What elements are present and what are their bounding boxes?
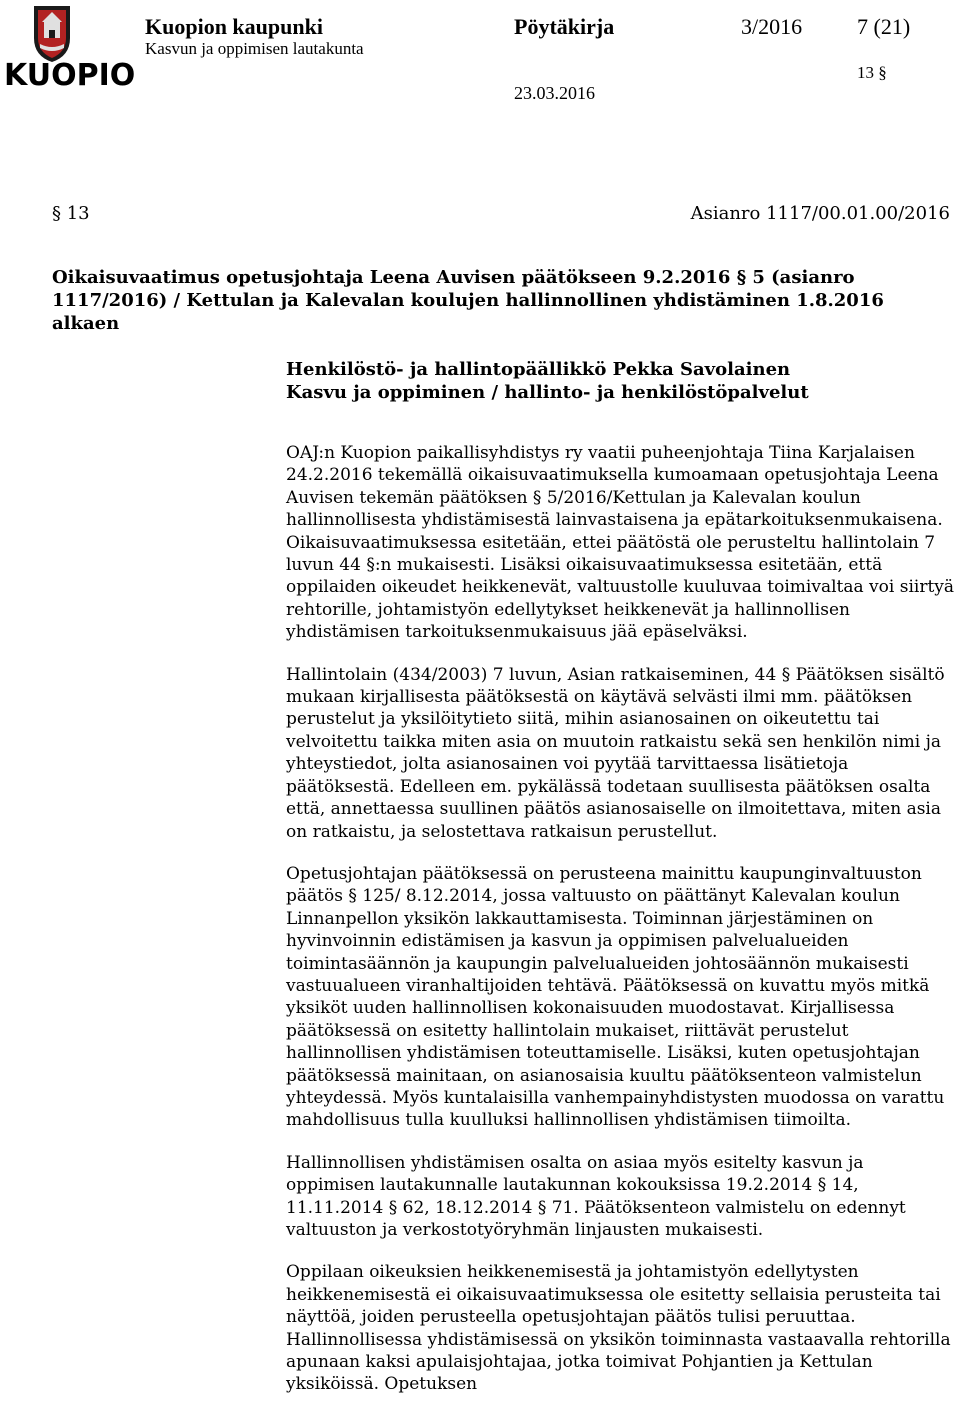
coat-of-arms-icon (4, 4, 100, 64)
presenter-unit: Kasvu ja oppiminen / hallinto- ja henkilöstöpalvelut (286, 382, 809, 403)
logo-wordmark: KUOPIO (4, 58, 136, 93)
board-name: Kasvun ja oppimisen lautakunta (145, 39, 364, 58)
paragraph: Hallintolain (434/2003) 7 luvun, Asian ratkaiseminen, 44 § Päätöksen sisältö mukaan kirjallisesta päätöksestä on käytävä selvästi ilmi mm. päätöksen perustelut ja yksilöitytieto siitä, mihin asianosainen on oikeutettu tai velvoitettu taikka miten asia on muutoin ratkaistu sekä sen henkilön nimi ja yhteystiedot, jolta asianosainen voi pyytää tarvittaessa lisätietoja päätöksestä. Edelleen em. pykälässä todetaan suullisesta päätöksen osalta että, annettaessa suullinen päätös asianosaiselle on ilmoitettava, miten asia on ratkaistu, ja selostettava ratkaisun perustellut. (286, 664, 945, 842)
paragraph: Oppilaan oikeuksien heikkenemisestä ja johtamistyön edellytysten heikkenemisestä ei oikaisuvaatimuksessa ole esitetty sellaisia perusteita tai näyttöä, joiden perusteella opetusjohtajan päätös tulisi peruuttaa. Hallinnollisessa yhdistämisessä on yksikön toiminnasta vastaavalla rehtorilla apunaan kaksi apulaisjohtajaa, jotka toimivat Pohjantien ja Kettulan yksiköissä. Opetuksen (286, 1262, 951, 1395)
document-number: 3/2016 (741, 14, 803, 39)
header-section-mark: 13 § (857, 63, 887, 82)
section-title: Oikaisuvaatimus opetusjohtaja Leena Auvisen päätökseen 9.2.2016 § 5 (asianro 1117/2016) / Kettulan ja Kalevalan koulujen hallinnollinen yhdistäminen 1.8.2016 alkaen (52, 267, 884, 334)
presenter-name: Henkilöstö- ja hallintopäällikkö Pekka Savolainen (286, 359, 791, 380)
organization-name: Kuopion kaupunki (145, 14, 323, 39)
page-number: 7 (21) (857, 14, 911, 39)
section-number: § 13 (52, 203, 90, 224)
paragraph: Hallinnollisen yhdistämisen osalta on asiaa myös esitelty kasvun ja oppimisen lautakunnalle lautakunnan kokouksissa 19.2.2014 § 14, 11.11.2014 § 62, 18.12.2014 § 71. Päätöksenteon valmistelu on edennyt valtuuston ja verkostotyöryhmän linjausten mukaisesti. (286, 1152, 906, 1240)
paragraph: OAJ:n Kuopion paikallisyhdistys ry vaatii puheenjohtaja Tiina Karjalaisen 24.2.2016 tekemällä oikaisuvaatimuksella kumoamaan opetusjohtaja Leena Auvisen tekemän päätöksen § 5/2016/Kettulan ja Kalevalan koulun hallinnollisesta yhdistämisestä lainvastaisena ja epätarkoituksenmukaisena. Oikaisuvaatimuksessa esitetään, ettei päätöstä ole perusteltu hallintolain 7 luvun 44 §:n mukaisesti. Lisäksi oikaisuvaatimuksessa esitetään, että oppilaiden oikeudet heikkenevät, valtuustolle kuuluvaa toimivaltaa voi siirtyä rehtorille, johtamistyön edellytykset heikkenevät ja hallinnollisen yhdistämisen tarkoituksenmukaisuus jää epäselväksi. (286, 443, 955, 643)
document-date: 23.03.2016 (514, 83, 595, 103)
case-number: Asianro 1117/00.01.00/2016 (690, 203, 950, 224)
body-text (286, 442, 954, 1416)
document-type: Pöytäkirja (514, 14, 615, 39)
paragraph: Opetusjohtajan päätöksessä on perusteena mainittu kaupunginvaltuuston päätös § 125/ 8.12.2014, jossa valtuusto on päättänyt Kalevalan koulun Linnanpellon yksikön lakkauttamisesta. Toiminnan järjestäminen on hyvinvoinnin edistämisen ja kasvun ja oppimisen palvelualueiden toimintasäännön ja kaupungin palvelualueiden johtosäännön mukaisesti vastuualueen viranhaltijoiden tehtävä. Päätöksessä on kuvattu myös mitkä yksiköt uuden hallinnollisen kokonaisuuden muodostavat. Kirjallisessa päätöksessä on esitetty hallintolain mukaiset, riittävät perustelut hallinnollisen yhdistämisen toteuttamiselle. Lisäksi, kuten opetusjohtajan päätöksessä mainitaan, on asianosaisia kuultu päätöksenteon valmistelun yhteydessä. Myös kuntalaisilla vanhempainyhdistysten muodossa on varattu mahdollisuus tulla kuulluksi hallinnollisen yhdistämisen tiimoilta. (286, 863, 945, 1131)
presenter (286, 358, 809, 404)
